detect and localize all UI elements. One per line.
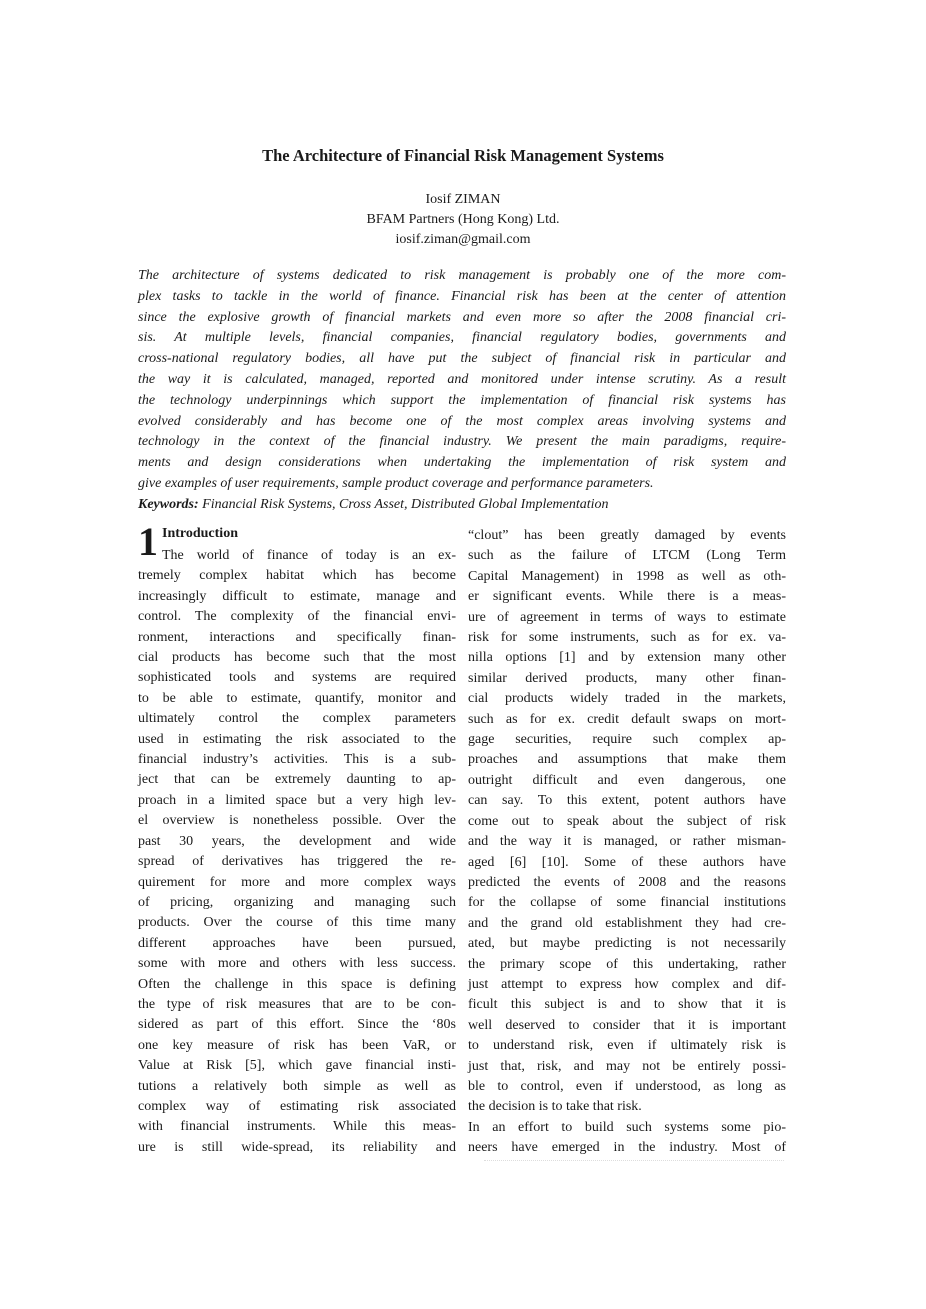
text-line: such as for ex. credit default swaps on mort-: [468, 711, 786, 727]
text-line: come out to speak about the subject of risk: [468, 813, 786, 829]
text-line: control. The complexity of the financial envi-: [138, 609, 456, 625]
text-line: the way it is calculated, managed, reported and monitored under intense scrutiny. As a result: [138, 371, 786, 387]
section-title: Introduction: [162, 526, 238, 541]
text-line: ure of agreement in terms of ways to estimate: [468, 609, 786, 625]
text-line: Often the challenge in this space is defining: [138, 976, 456, 992]
text-line: evolved considerably and has become one of the most complex areas involving systems and: [138, 413, 786, 429]
text-line: with financial instruments. While this meas-: [138, 1119, 456, 1135]
text-line: of pricing, organizing and managing such: [138, 894, 456, 910]
text-line: such as the failure of LTCM (Long Term: [468, 548, 786, 564]
text-line: Value at Risk [5], which gave financial insti-: [138, 1058, 456, 1074]
text-line: Capital Management) in 1998 as well as oth-: [468, 568, 786, 584]
text-line: outright difficult and even dangerous, one: [468, 772, 786, 788]
text-line: ments and design considerations when undertaking the implementation of risk system and: [138, 455, 786, 471]
text-line: financial industry’s activities. This is a sub-: [138, 752, 456, 768]
column-left: [138, 519, 456, 1158]
text-line: sis. At multiple levels, financial companies, financial regulatory bodies, governments and: [138, 330, 786, 346]
text-line: for the collapse of some financial institutions: [468, 895, 786, 911]
text-line: aged [6] [10]. Some of these authors have: [468, 854, 786, 870]
text-line: nilla options [1] and by extension many other: [468, 650, 786, 666]
text-line: the technology underpinnings which support the implementation of financial risk systems has: [138, 392, 786, 408]
text-line: can say. To this extent, potent authors have: [468, 793, 786, 809]
text-line: tutions a relatively both simple as well as: [138, 1078, 456, 1094]
text-line: since the explosive growth of financial markets and even more so after the 2008 financial cri-: [138, 309, 786, 325]
text-line: well deserved to consider that it is important: [468, 1017, 786, 1033]
text-line: to be able to estimate, quantify, monitor and: [138, 690, 456, 706]
text-line: sidered as part of this effort. Since the ‘80s: [138, 1017, 456, 1033]
text-line: proach in a limited space but a very high lev-: [138, 792, 456, 808]
section-number: 1: [138, 519, 158, 564]
text-line: ure is still wide-spread, its reliability and: [138, 1139, 456, 1155]
text-line: complex way of estimating risk associated: [138, 1098, 456, 1114]
text-line: sophisticated tools and systems are required: [138, 670, 456, 686]
keywords-line: [138, 495, 786, 516]
text-line: ficult this subject is and to show that it is: [468, 997, 786, 1013]
text-line: spread of derivatives has triggered the re-: [138, 854, 456, 870]
column-right: [468, 526, 786, 1159]
text-line: cross-national regulatory bodies, all have put the subject of financial risk in particular and: [138, 351, 786, 367]
text-line: technology in the context of the financial industry. We present the main paradigms, require-: [138, 434, 786, 450]
intro-left-text: [138, 519, 456, 1158]
text-line: to understand risk, even if ultimately risk is: [468, 1038, 786, 1054]
text-line: risk for some instruments, such as for ex. va-: [468, 630, 786, 646]
intro-right-text: [468, 526, 786, 1159]
text-line: gage securities, require such complex ap-: [468, 732, 786, 748]
text-line: tremely complex habitat which has become: [138, 568, 456, 584]
author-block: [0, 190, 926, 250]
author-affiliation: BFAM Partners (Hong Kong) Ltd.: [366, 212, 560, 227]
text-line: some with more and others with less success.: [138, 956, 456, 972]
text-line: ultimately control the complex parameters: [138, 711, 456, 727]
text-line: er significant events. While there is a meas-: [468, 589, 786, 605]
text-line: ronment, interactions and specifically finan-: [138, 629, 456, 645]
text-line: ated, but maybe predicting is not necessarily: [468, 936, 786, 952]
text-line: and the grand old establishment they had cre-: [468, 915, 786, 931]
author-name: Iosif ZIMAN: [425, 192, 501, 207]
text-line: In an effort to build such systems some pio-: [468, 1119, 786, 1135]
text-line: the decision is to take that risk.: [468, 1099, 642, 1115]
text-line: products. Over the course of this time many: [138, 915, 456, 931]
text-line: predicted the events of 2008 and the reasons: [468, 874, 786, 890]
text-line: plex tasks to tackle in the world of finance. Financial risk has been at the center of attention: [138, 288, 786, 304]
author-email: iosif.ziman@gmail.com: [395, 232, 531, 247]
text-line: quirement for more and more complex ways: [138, 874, 456, 890]
page-footer-rule: [484, 1160, 784, 1165]
text-line: the primary scope of this undertaking, rather: [468, 956, 786, 972]
text-line: increasingly difficult to estimate, manage and: [138, 588, 456, 604]
paper-title: The Architecture of Financial Risk Management Systems: [262, 146, 664, 165]
text-line: the type of risk measures that are to be con-: [138, 996, 456, 1012]
text-line: different approaches have been pursued,: [138, 935, 456, 951]
text-line: and the way it is managed, or rather misman-: [468, 834, 786, 850]
text-line: “clout” has been greatly damaged by events: [468, 528, 786, 543]
keywords-text: Financial Risk Systems, Cross Asset, Distributed Global Implementation: [202, 496, 609, 512]
text-line: one key measure of risk has been VaR, or: [138, 1037, 456, 1053]
text-line: just that, risk, and may not be entirely possi-: [468, 1058, 786, 1074]
abstract-body: [138, 266, 786, 495]
keywords-label: Keywords:: [138, 496, 199, 512]
text-line: just attempt to express how complex and dif-: [468, 976, 786, 992]
text-line: The architecture of systems dedicated to risk management is probably one of the more com-: [138, 268, 786, 283]
text-line: el overview is nonetheless possible. Over the: [138, 813, 456, 829]
text-line: past 30 years, the development and wide: [138, 833, 456, 849]
abstract: [138, 266, 786, 516]
text-line: neers have emerged in the industry. Most of: [468, 1140, 786, 1156]
text-line: similar derived products, many other finan-: [468, 670, 786, 686]
text-line: ble to control, even if understood, as long as: [468, 1078, 786, 1094]
text-line: The world of finance of today is an ex-: [162, 548, 456, 563]
text-line: give examples of user requirements, sample product coverage and performance parameters.: [138, 475, 654, 491]
text-line: cial products widely traded in the markets,: [468, 691, 786, 707]
text-line: used in estimating the risk associated to the: [138, 731, 456, 747]
text-line: cial products has become such that the most: [138, 650, 456, 666]
text-line: proaches and assumptions that make them: [468, 752, 786, 768]
text-line: ject that can be extremely daunting to ap-: [138, 772, 456, 788]
